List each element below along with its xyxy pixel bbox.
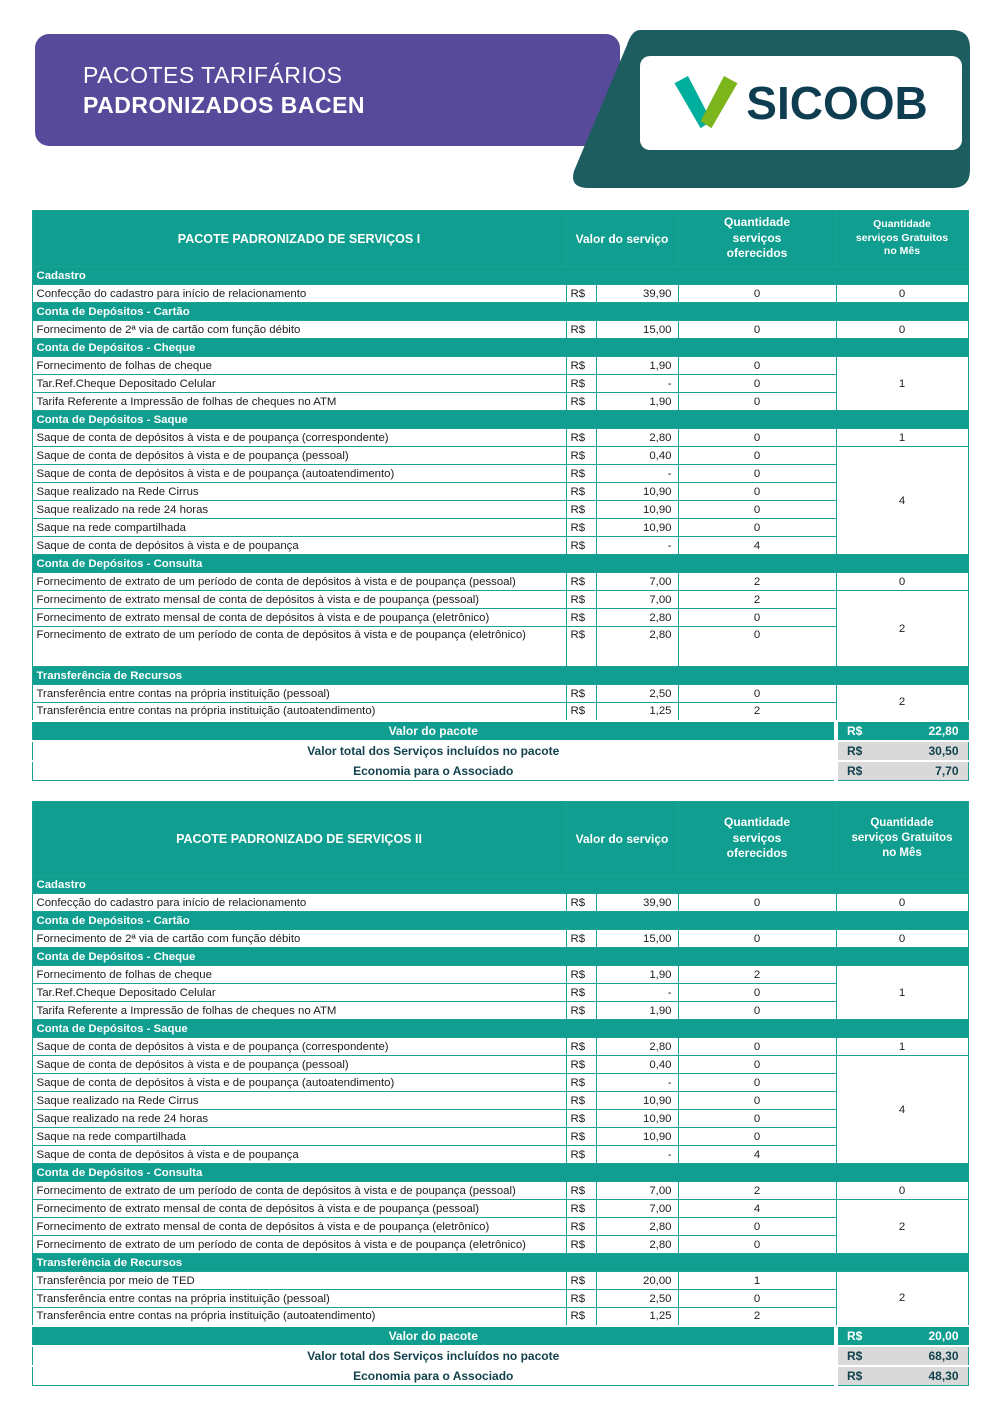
- service-name-cell: Saque de conta de depósitos à vista e de poupança: [32, 1146, 566, 1164]
- service-value-cell: 10,90: [596, 501, 678, 519]
- service-value-cell: 2,80: [596, 1236, 678, 1254]
- service-value-cell: 2,50: [596, 685, 678, 703]
- free-qty-cell: 0: [836, 573, 968, 591]
- service-name-cell: Saque de conta de depósitos à vista e de poupança (autoatendimento): [32, 465, 566, 483]
- service-name-cell: Fornecimento de extrato de um período de conta de depósitos à vista e de poupança (eletrônico): [32, 627, 566, 667]
- qty-offered-cell: 0: [678, 1236, 836, 1254]
- service-name-cell: Fornecimento de folhas de cheque: [32, 966, 566, 984]
- qty-offered-cell: 0: [678, 501, 836, 519]
- qty-offered-cell: 4: [678, 537, 836, 555]
- service-name-cell: Tar.Ref.Cheque Depositado Celular: [32, 375, 566, 393]
- qty-offered-cell: 0: [678, 685, 836, 703]
- footer-row: [32, 741, 968, 761]
- section-label: Transferência de Recursos: [32, 1254, 968, 1272]
- qty-offered-cell: 0: [678, 1290, 836, 1308]
- section-row: [32, 1164, 968, 1182]
- service-value-cell: 10,90: [596, 519, 678, 537]
- free-qty-cell: 2: [836, 1272, 968, 1326]
- service-name-cell: Tarifa Referente a Impressão de folhas de cheques no ATM: [32, 393, 566, 411]
- footer-amount: 48,30: [928, 1368, 959, 1383]
- footer-row: [32, 1346, 968, 1366]
- qty-offered-cell: 0: [678, 930, 836, 948]
- footer-value-wrap: [839, 724, 967, 738]
- service-name-cell: Fornecimento de extrato de um período de conta de depósitos à vista e de poupança (pessoal): [32, 573, 566, 591]
- qty-offered-cell: 1: [678, 1272, 836, 1290]
- free-qty-cell: 1: [836, 357, 968, 411]
- footer-label: Economia para o Associado: [32, 761, 836, 781]
- footer-row: [32, 1366, 968, 1386]
- currency-cell: R$: [566, 1002, 596, 1020]
- section-row: [32, 667, 968, 685]
- service-name-cell: Saque na rede compartilhada: [32, 519, 566, 537]
- footer-label: Valor total dos Serviços incluídos no pacote: [32, 741, 836, 761]
- footer-currency: R$: [847, 1348, 863, 1363]
- title-banner: [35, 34, 620, 146]
- footer-currency: R$: [847, 1328, 863, 1343]
- section-label: Cadastro: [32, 267, 968, 285]
- col-header-qty-offered: Quantidade serviços oferecidos: [678, 802, 836, 876]
- currency-cell: R$: [566, 1308, 596, 1326]
- qty-offered-cell: 0: [678, 984, 836, 1002]
- section-label: Conta de Depósitos - Cartão: [32, 912, 968, 930]
- section-row: [32, 303, 968, 321]
- service-row: [32, 1290, 968, 1308]
- section-row: [32, 876, 968, 894]
- currency-cell: R$: [566, 573, 596, 591]
- service-name-cell: Tar.Ref.Cheque Depositado Celular: [32, 984, 566, 1002]
- footer-value-wrap: [839, 744, 967, 758]
- free-qty-cell: 0: [836, 894, 968, 912]
- section-label: Cadastro: [32, 876, 968, 894]
- service-name-cell: Saque de conta de depósitos à vista e de poupança (correspondente): [32, 1038, 566, 1056]
- section-label: Conta de Depósitos - Consulta: [32, 555, 968, 573]
- qty-offered-cell: 0: [678, 483, 836, 501]
- currency-cell: R$: [566, 429, 596, 447]
- currency-cell: R$: [566, 627, 596, 667]
- free-qty-cell: 0: [836, 321, 968, 339]
- service-name-cell: Fornecimento de 2ª via de cartão com função débito: [32, 930, 566, 948]
- currency-cell: R$: [566, 537, 596, 555]
- qty-offered-cell: 2: [678, 966, 836, 984]
- service-name-cell: Saque realizado na Rede Cirrus: [32, 1092, 566, 1110]
- service-value-cell: 15,00: [596, 930, 678, 948]
- service-value-cell: -: [596, 1074, 678, 1092]
- footer-amount: 22,80: [928, 723, 959, 738]
- service-row: [32, 1038, 968, 1056]
- qty-offered-cell: 0: [678, 519, 836, 537]
- service-name-cell: Saque realizado na Rede Cirrus: [32, 483, 566, 501]
- service-row: [32, 703, 968, 721]
- service-row: [32, 519, 968, 537]
- footer-amount: 30,50: [928, 743, 959, 758]
- currency-cell: R$: [566, 591, 596, 609]
- service-name-cell: Fornecimento de extrato mensal de conta de depósitos à vista e de poupança (eletrônico): [32, 609, 566, 627]
- col-header-free-qty: Quantidade serviços Gratuitos no Mês: [836, 802, 968, 876]
- currency-cell: R$: [566, 1182, 596, 1200]
- service-value-cell: 2,80: [596, 429, 678, 447]
- service-name-cell: Saque realizado na rede 24 horas: [32, 1110, 566, 1128]
- service-name-cell: Fornecimento de extrato mensal de conta de depósitos à vista e de poupança (pessoal): [32, 591, 566, 609]
- service-row: [32, 1110, 968, 1128]
- service-name-cell: Saque de conta de depósitos à vista e de poupança (correspondente): [32, 429, 566, 447]
- sicoob-wordmark: SICOOB: [746, 77, 928, 129]
- free-qty-cell: 0: [836, 285, 968, 303]
- footer-value-cell: [836, 1366, 968, 1386]
- service-value-cell: 0,40: [596, 1056, 678, 1074]
- table-gap: [0, 781, 1000, 801]
- footer-row: [32, 1326, 968, 1346]
- qty-offered-cell: 0: [678, 285, 836, 303]
- footer-amount: 68,30: [928, 1348, 959, 1363]
- service-name-cell: Transferência entre contas na própria instituição (pessoal): [32, 1290, 566, 1308]
- currency-cell: R$: [566, 1236, 596, 1254]
- service-row: [32, 393, 968, 411]
- qty-offered-cell: 2: [678, 591, 836, 609]
- currency-cell: R$: [566, 357, 596, 375]
- service-name-cell: Fornecimento de extrato de um período de conta de depósitos à vista e de poupança (eletrônico): [32, 1236, 566, 1254]
- service-row: [32, 685, 968, 703]
- service-value-cell: 7,00: [596, 573, 678, 591]
- table-title: PACOTE PADRONIZADO DE SERVIÇOS II: [32, 802, 566, 876]
- service-row: [32, 357, 968, 375]
- qty-offered-cell: 0: [678, 357, 836, 375]
- currency-cell: R$: [566, 393, 596, 411]
- currency-cell: R$: [566, 483, 596, 501]
- footer-currency: R$: [847, 743, 863, 758]
- service-name-cell: Saque de conta de depósitos à vista e de poupança (autoatendimento): [32, 1074, 566, 1092]
- free-qty-cell: 2: [836, 685, 968, 721]
- service-name-cell: Saque de conta de depósitos à vista e de poupança: [32, 537, 566, 555]
- qty-offered-cell: 0: [678, 1110, 836, 1128]
- qty-offered-cell: 2: [678, 573, 836, 591]
- section-row: [32, 1020, 968, 1038]
- footer-value-cell: [836, 761, 968, 781]
- footer-amount: 7,70: [935, 763, 959, 778]
- qty-offered-cell: 0: [678, 894, 836, 912]
- free-qty-cell: 1: [836, 1038, 968, 1056]
- service-value-cell: 2,80: [596, 1218, 678, 1236]
- service-row: [32, 1146, 968, 1164]
- section-row: [32, 267, 968, 285]
- table-header-row: [32, 211, 968, 267]
- qty-offered-cell: 0: [678, 465, 836, 483]
- service-row: [32, 627, 968, 667]
- footer-currency: R$: [847, 763, 863, 778]
- free-qty-cell: 2: [836, 591, 968, 667]
- tariff-table-1: [32, 210, 969, 781]
- service-value-cell: 1,90: [596, 1002, 678, 1020]
- section-label: Conta de Depósitos - Cheque: [32, 948, 968, 966]
- service-row: [32, 1308, 968, 1326]
- currency-cell: R$: [566, 1218, 596, 1236]
- service-value-cell: 7,00: [596, 1200, 678, 1218]
- footer-label: Valor total dos Serviços incluídos no pacote: [32, 1346, 836, 1366]
- service-name-cell: Tarifa Referente a Impressão de folhas de cheques no ATM: [32, 1002, 566, 1020]
- service-name-cell: Saque realizado na rede 24 horas: [32, 501, 566, 519]
- logo-box: [640, 56, 962, 150]
- free-qty-cell: 4: [836, 447, 968, 555]
- service-row: [32, 501, 968, 519]
- currency-cell: R$: [566, 519, 596, 537]
- service-value-cell: 1,90: [596, 357, 678, 375]
- qty-offered-cell: 2: [678, 1182, 836, 1200]
- service-row: [32, 447, 968, 465]
- service-value-cell: 2,80: [596, 627, 678, 667]
- service-row: [32, 483, 968, 501]
- currency-cell: R$: [566, 1074, 596, 1092]
- col-header-value: Valor do serviço: [566, 802, 678, 876]
- footer-row: [32, 761, 968, 781]
- currency-cell: R$: [566, 375, 596, 393]
- currency-cell: R$: [566, 966, 596, 984]
- service-name-cell: Saque na rede compartilhada: [32, 1128, 566, 1146]
- qty-offered-cell: 0: [678, 429, 836, 447]
- service-row: [32, 1092, 968, 1110]
- service-name-cell: Saque de conta de depósitos à vista e de poupança (pessoal): [32, 447, 566, 465]
- service-value-cell: -: [596, 1146, 678, 1164]
- currency-cell: R$: [566, 465, 596, 483]
- section-row: [32, 912, 968, 930]
- tariff-table-2: [32, 801, 969, 1386]
- service-name-cell: Saque de conta de depósitos à vista e de poupança (pessoal): [32, 1056, 566, 1074]
- qty-offered-cell: 4: [678, 1146, 836, 1164]
- free-qty-cell: 1: [836, 429, 968, 447]
- service-row: [32, 321, 968, 339]
- service-row: [32, 1074, 968, 1092]
- qty-offered-cell: 0: [678, 447, 836, 465]
- footer-value-wrap: [839, 1329, 967, 1343]
- section-label: Conta de Depósitos - Saque: [32, 411, 968, 429]
- service-value-cell: 10,90: [596, 1110, 678, 1128]
- service-value-cell: 2,50: [596, 1290, 678, 1308]
- qty-offered-cell: 0: [678, 1038, 836, 1056]
- currency-cell: R$: [566, 1128, 596, 1146]
- section-label: Conta de Depósitos - Cheque: [32, 339, 968, 357]
- service-name-cell: Confecção do cadastro para início de relacionamento: [32, 894, 566, 912]
- service-name-cell: Transferência entre contas na própria instituição (pessoal): [32, 685, 566, 703]
- service-value-cell: -: [596, 375, 678, 393]
- service-value-cell: 39,90: [596, 894, 678, 912]
- footer-value-wrap: [839, 1349, 967, 1363]
- currency-cell: R$: [566, 1272, 596, 1290]
- service-row: [32, 537, 968, 555]
- service-row: [32, 465, 968, 483]
- currency-cell: R$: [566, 685, 596, 703]
- service-value-cell: -: [596, 465, 678, 483]
- qty-offered-cell: 0: [678, 393, 836, 411]
- service-value-cell: 7,00: [596, 1182, 678, 1200]
- qty-offered-cell: 0: [678, 1074, 836, 1092]
- document-title-line1: PACOTES TARIFÁRIOS: [83, 61, 343, 88]
- service-value-cell: 7,00: [596, 591, 678, 609]
- service-row: [32, 573, 968, 591]
- service-row: [32, 1182, 968, 1200]
- service-value-cell: 20,00: [596, 1272, 678, 1290]
- footer-amount: 20,00: [928, 1328, 959, 1343]
- service-row: [32, 1056, 968, 1074]
- qty-offered-cell: 4: [678, 1200, 836, 1218]
- currency-cell: R$: [566, 447, 596, 465]
- section-row: [32, 948, 968, 966]
- table-header-row: [32, 802, 968, 876]
- currency-cell: R$: [566, 984, 596, 1002]
- service-value-cell: 2,80: [596, 609, 678, 627]
- table-title: PACOTE PADRONIZADO DE SERVIÇOS I: [32, 211, 566, 267]
- qty-offered-cell: 0: [678, 1128, 836, 1146]
- currency-cell: R$: [566, 609, 596, 627]
- service-row: [32, 1272, 968, 1290]
- qty-offered-cell: 0: [678, 321, 836, 339]
- footer-value-cell: [836, 1326, 968, 1346]
- section-label: Transferência de Recursos: [32, 667, 968, 685]
- qty-offered-cell: 0: [678, 375, 836, 393]
- service-value-cell: 1,25: [596, 703, 678, 721]
- currency-cell: R$: [566, 1290, 596, 1308]
- col-header-free-qty: Quantidade serviços Gratuitos no Mês: [836, 211, 968, 267]
- service-row: [32, 285, 968, 303]
- col-header-qty-offered: Quantidade serviços oferecidos: [678, 211, 836, 267]
- service-row: [32, 1128, 968, 1146]
- footer-currency: R$: [847, 1368, 863, 1383]
- service-name-cell: Fornecimento de extrato mensal de conta de depósitos à vista e de poupança (eletrônico): [32, 1218, 566, 1236]
- sicoob-chevron-icon: [674, 76, 738, 130]
- service-value-cell: 10,90: [596, 1092, 678, 1110]
- footer-value-cell: [836, 741, 968, 761]
- service-name-cell: Transferência entre contas na própria instituição (autoatendimento): [32, 1308, 566, 1326]
- service-name-cell: Confecção do cadastro para início de relacionamento: [32, 285, 566, 303]
- service-value-cell: 2,80: [596, 1038, 678, 1056]
- service-value-cell: 1,90: [596, 393, 678, 411]
- service-row: [32, 966, 968, 984]
- qty-offered-cell: 2: [678, 1308, 836, 1326]
- footer-label: Economia para o Associado: [32, 1366, 836, 1386]
- section-row: [32, 555, 968, 573]
- currency-cell: R$: [566, 501, 596, 519]
- tariff-tables-container: [0, 210, 1000, 1386]
- qty-offered-cell: 0: [678, 1002, 836, 1020]
- footer-row: [32, 721, 968, 741]
- service-value-cell: 0,40: [596, 447, 678, 465]
- service-name-cell: Transferência entre contas na própria instituição (autoatendimento): [32, 703, 566, 721]
- section-row: [32, 411, 968, 429]
- currency-cell: R$: [566, 1038, 596, 1056]
- service-row: [32, 375, 968, 393]
- service-value-cell: 10,90: [596, 1128, 678, 1146]
- service-row: [32, 1218, 968, 1236]
- document-title-line2: PADRONIZADOS BACEN: [83, 91, 366, 118]
- service-name-cell: Fornecimento de extrato de um período de conta de depósitos à vista e de poupança (pessoal): [32, 1182, 566, 1200]
- qty-offered-cell: 0: [678, 627, 836, 667]
- section-label: Conta de Depósitos - Consulta: [32, 1164, 968, 1182]
- free-qty-cell: 1: [836, 966, 968, 1020]
- service-row: [32, 609, 968, 627]
- currency-cell: R$: [566, 703, 596, 721]
- currency-cell: R$: [566, 285, 596, 303]
- footer-label: Valor do pacote: [32, 721, 836, 741]
- service-row: [32, 1002, 968, 1020]
- currency-cell: R$: [566, 321, 596, 339]
- qty-offered-cell: 0: [678, 609, 836, 627]
- section-label: Conta de Depósitos - Saque: [32, 1020, 968, 1038]
- free-qty-cell: 4: [836, 1056, 968, 1164]
- service-row: [32, 1200, 968, 1218]
- footer-currency: R$: [847, 723, 863, 738]
- currency-cell: R$: [566, 1056, 596, 1074]
- service-value-cell: 1,25: [596, 1308, 678, 1326]
- service-name-cell: Fornecimento de folhas de cheque: [32, 357, 566, 375]
- col-header-value: Valor do serviço: [566, 211, 678, 267]
- section-row: [32, 1254, 968, 1272]
- service-value-cell: 15,00: [596, 321, 678, 339]
- footer-label: Valor do pacote: [32, 1326, 836, 1346]
- service-name-cell: Transferência por meio de TED: [32, 1272, 566, 1290]
- footer-value-wrap: [839, 1369, 967, 1383]
- service-name-cell: Fornecimento de 2ª via de cartão com função débito: [32, 321, 566, 339]
- service-row: [32, 591, 968, 609]
- document-header: [0, 0, 1000, 196]
- section-label: Conta de Depósitos - Cartão: [32, 303, 968, 321]
- qty-offered-cell: 0: [678, 1056, 836, 1074]
- service-value-cell: -: [596, 537, 678, 555]
- section-row: [32, 339, 968, 357]
- qty-offered-cell: 0: [678, 1218, 836, 1236]
- service-value-cell: -: [596, 984, 678, 1002]
- free-qty-cell: 2: [836, 1200, 968, 1254]
- footer-value-wrap: [839, 764, 967, 778]
- currency-cell: R$: [566, 1200, 596, 1218]
- service-value-cell: 39,90: [596, 285, 678, 303]
- footer-value-cell: [836, 1346, 968, 1366]
- currency-cell: R$: [566, 1110, 596, 1128]
- service-value-cell: 10,90: [596, 483, 678, 501]
- service-value-cell: 1,90: [596, 966, 678, 984]
- service-row: [32, 1236, 968, 1254]
- service-row: [32, 894, 968, 912]
- currency-cell: R$: [566, 930, 596, 948]
- qty-offered-cell: 0: [678, 1092, 836, 1110]
- service-row: [32, 429, 968, 447]
- currency-cell: R$: [566, 1092, 596, 1110]
- footer-value-cell: [836, 721, 968, 741]
- qty-offered-cell: 2: [678, 703, 836, 721]
- free-qty-cell: 0: [836, 1182, 968, 1200]
- service-row: [32, 930, 968, 948]
- currency-cell: R$: [566, 894, 596, 912]
- service-row: [32, 984, 968, 1002]
- service-name-cell: Fornecimento de extrato mensal de conta de depósitos à vista e de poupança (pessoal): [32, 1200, 566, 1218]
- free-qty-cell: 0: [836, 930, 968, 948]
- currency-cell: R$: [566, 1146, 596, 1164]
